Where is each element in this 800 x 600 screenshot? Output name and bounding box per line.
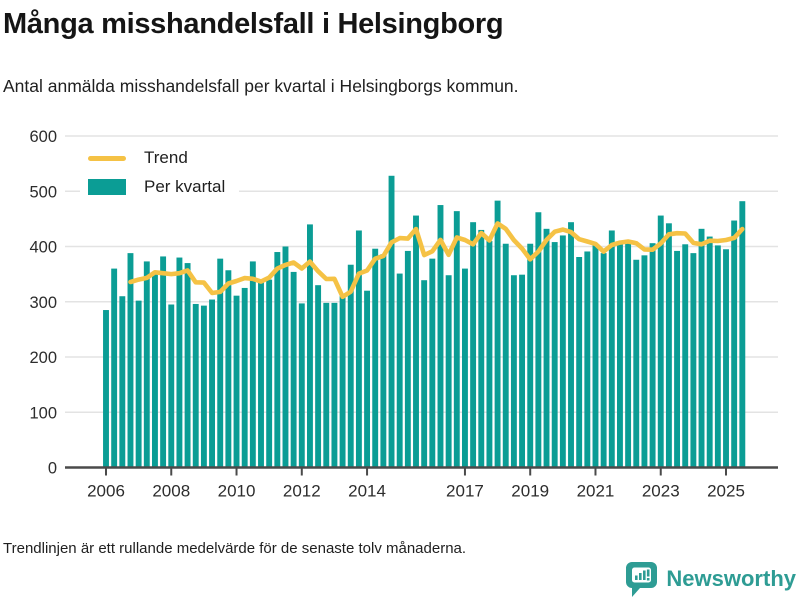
- quarter-bar: [470, 222, 476, 467]
- x-axis-label: 2019: [511, 481, 550, 501]
- quarter-bar: [731, 221, 737, 468]
- quarter-bar: [486, 241, 492, 468]
- quarter-bar: [617, 242, 623, 467]
- quarter-bar: [152, 274, 158, 467]
- quarter-bar: [666, 223, 672, 467]
- y-axis-label: 600: [29, 128, 57, 146]
- x-axis-label: 2023: [641, 481, 680, 501]
- quarter-bar: [283, 247, 289, 468]
- x-axis-label: 2014: [348, 481, 386, 501]
- chart-legend: [80, 143, 239, 204]
- quarter-bar: [633, 260, 639, 468]
- quarter-bar: [429, 259, 435, 468]
- quarter-bar: [372, 249, 378, 468]
- quarter-bar: [576, 257, 582, 468]
- quarter-bar: [119, 296, 125, 467]
- quarter-bar: [250, 261, 256, 467]
- quarter-bar: [380, 254, 386, 467]
- quarter-bar: [609, 230, 615, 467]
- quarter-bar: [723, 249, 729, 467]
- quarter-bar: [625, 240, 631, 467]
- quarter-bar: [544, 229, 550, 468]
- y-axis-label: 400: [29, 238, 57, 257]
- quarter-bar: [552, 242, 558, 467]
- quarter-bar: [584, 251, 590, 467]
- x-axis-label: 2010: [217, 481, 256, 501]
- legend-item-trend: [88, 148, 225, 168]
- trend-line-swatch: [88, 156, 126, 161]
- bar-swatch: [88, 179, 126, 195]
- quarter-bar: [103, 310, 109, 467]
- quarter-bar: [315, 285, 321, 467]
- quarter-bar: [690, 253, 696, 467]
- quarter-bar: [650, 243, 656, 467]
- quarter-bar: [658, 216, 664, 468]
- quarter-bar: [478, 230, 484, 468]
- x-axis-label: 2012: [282, 481, 321, 501]
- quarter-bar: [511, 275, 517, 467]
- page-title: Många misshandelsfall i Helsingborg: [3, 8, 504, 40]
- quarter-bar: [185, 263, 191, 467]
- quarter-bar: [503, 244, 509, 468]
- quarter-bar: [323, 303, 329, 468]
- quarter-bar: [299, 303, 305, 467]
- quarter-bar: [266, 280, 272, 468]
- quarter-bar: [641, 255, 647, 467]
- quarter-bar: [340, 296, 346, 467]
- quarter-bar: [699, 229, 705, 468]
- quarter-bar: [527, 244, 533, 468]
- quarter-bar: [258, 281, 264, 467]
- quarter-bar: [111, 269, 117, 468]
- quarter-bar: [291, 272, 297, 468]
- quarter-bar: [274, 252, 280, 467]
- quarter-bar: [397, 274, 403, 468]
- quarter-bar: [128, 253, 134, 467]
- quarter-bar: [193, 304, 199, 468]
- quarter-bar: [405, 251, 411, 468]
- quarter-bar: [739, 201, 745, 467]
- quarter-bar: [176, 258, 182, 468]
- x-axis-label: 2006: [87, 481, 125, 501]
- quarter-bar: [593, 245, 599, 468]
- y-axis-label: 500: [29, 183, 57, 202]
- quarter-bar: [421, 280, 427, 467]
- legend-trend-label: Trend: [144, 148, 188, 167]
- quarter-bar: [201, 306, 207, 468]
- quarter-bar: [331, 303, 337, 468]
- x-axis-label: 2025: [707, 481, 745, 501]
- chart-subtitle: Antal anmälda misshandelsfall per kvartal i Helsingborgs kommun.: [3, 76, 519, 96]
- quarter-bar: [242, 288, 248, 468]
- y-axis-label: 300: [29, 293, 57, 312]
- quarter-bar: [160, 256, 166, 467]
- x-axis-label: 2017: [446, 481, 484, 501]
- quarter-bar: [446, 275, 452, 467]
- quarter-bar: [601, 253, 607, 467]
- quarter-bar: [715, 245, 721, 467]
- quarter-bar: [225, 270, 231, 467]
- x-axis-label: 2008: [152, 481, 191, 501]
- y-axis-label: 100: [29, 404, 57, 423]
- newsworthy-logo: [625, 561, 796, 597]
- quarter-bar: [560, 235, 566, 467]
- quarter-bar: [495, 201, 501, 468]
- legend-item-bars: [88, 177, 225, 197]
- quarter-bar: [707, 237, 713, 468]
- quarter-bar: [364, 291, 370, 468]
- quarter-bar: [356, 230, 362, 467]
- legend-bars-label: Per kvartal: [144, 177, 226, 196]
- quarter-bar: [674, 251, 680, 468]
- quarter-bar: [454, 211, 460, 467]
- quarter-bar: [209, 300, 215, 468]
- quarter-bar: [462, 269, 468, 468]
- brand-name: Newsworthy: [666, 566, 796, 591]
- quarter-bar: [136, 301, 142, 468]
- quarter-bar: [519, 275, 525, 468]
- y-axis-label: 0: [47, 459, 57, 478]
- quarter-bar: [568, 222, 574, 467]
- x-axis-label: 2021: [576, 481, 615, 501]
- quarter-bar: [144, 261, 150, 467]
- trend-footnote: Trendlinjen är ett rullande medelvärde för de senaste tolv månaderna.: [3, 540, 467, 557]
- y-axis-label: 200: [29, 349, 57, 367]
- quarter-bar: [234, 296, 240, 468]
- quarter-bar: [168, 305, 174, 468]
- newsworthy-bubble-icon: [625, 561, 658, 597]
- quarter-bar: [389, 176, 395, 468]
- quarter-bar: [413, 216, 419, 468]
- quarter-bar: [682, 244, 688, 467]
